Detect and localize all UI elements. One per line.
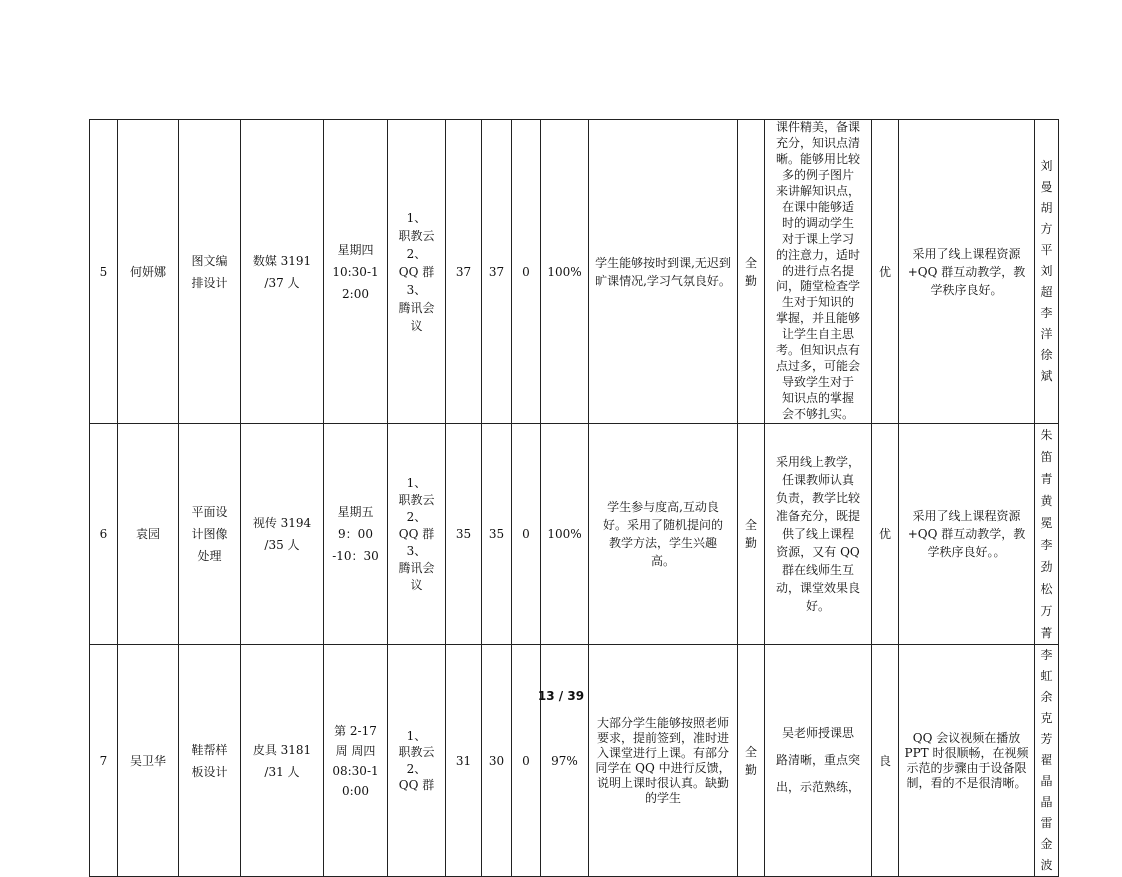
class-size: 皮具 3181 /31 人 [241,645,324,877]
row-number: 5 [90,120,118,424]
absent-count: 0 [512,424,541,645]
student-status: 学生能够按时到课,无迟到旷课情况,学习气氛良好。 [589,120,738,424]
should-attend: 37 [446,120,482,424]
teacher-attendance: 全 勤 [738,645,765,877]
course-name: 平面设 计图像 处理 [179,424,241,645]
class-time: 第 2-17 周 周四 08:30-1 0:00 [324,645,388,877]
actual-attend: 35 [482,424,512,645]
remark: QQ 会议视频在播放 PPT 时很顺畅，在视频示范的步骤由于设备限制，看的不是很清晰。 [899,645,1035,877]
course-name: 鞋帮样 板设计 [179,645,241,877]
attendance-rate: 100% [541,120,589,424]
teacher-name: 袁园 [118,424,179,645]
supervisors: 刘曼 胡方平 刘超 李洋 徐斌 [1035,120,1059,424]
table-row [90,120,1059,424]
remark: 采用了线上课程资源+QQ 群互动教学，教学秩序良好。。 [899,424,1035,645]
row-number: 6 [90,424,118,645]
student-status: 大部分学生能够按照老师要求，提前签到，准时进入课堂进行上课。有部分同学在 QQ 中进行反馈，说明上课时很认真。缺勤的学生 [589,645,738,877]
teaching-platform: 1、 职教云 2、 QQ 群 3、 腾讯会 议 [388,120,446,424]
grade: 优 [872,120,899,424]
actual-attend: 37 [482,120,512,424]
class-time: 星期四 10:30-1 2:00 [324,120,388,424]
teacher-name: 吴卫华 [118,645,179,877]
teaching-platform: 1、 职教云 2、 QQ 群 3、 腾讯会 议 [388,424,446,645]
teaching-comment: 课件精美，备课 充分，知识点清 晰。能够用比较 多的例子图片 来讲解知识点， 在课中能够适 时的调动学生 对于课上学习 的注意力，适时 的进行点名提 问，随堂检查学 生对于知识的 掌握，并且能够 让学生自主思 考。但知识点有 点过多，可能会 导致学生对于 知识点的掌握 会不够扎实。 [765,120,872,424]
evaluation-table [89,119,1059,877]
should-attend: 31 [446,645,482,877]
table-row [90,424,1059,645]
page-number: 13 / 39 [537,689,585,703]
attendance-rate: 97% [541,645,589,877]
class-size: 数媒 3191 /37 人 [241,120,324,424]
actual-attend: 30 [482,645,512,877]
remark: 采用了线上课程资源+QQ 群互动教学，教学秩序良好。 [899,120,1035,424]
attendance-rate: 100% [541,424,589,645]
teaching-platform: 1、 职教云 2、 QQ 群 [388,645,446,877]
course-name: 图文编 排设计 [179,120,241,424]
table-row [90,645,1059,877]
class-size: 视传 3194 /35 人 [241,424,324,645]
teacher-attendance: 全 勤 [738,120,765,424]
teaching-comment: 吴老师授课思 路清晰，重点突 出，示范熟练， [765,645,872,877]
should-attend: 35 [446,424,482,645]
teacher-name: 何妍娜 [118,120,179,424]
supervisors: 朱笛青 黄冕 李劲松 万菁 [1035,424,1059,645]
grade: 良 [872,645,899,877]
teaching-comment: 采用线上教学， 任课教师认真 负责，教学比较 准备充分，既提 供了线上课程 资源，又有 QQ 群在线师生互 动，课堂效果良 好。 [765,424,872,645]
absent-count: 0 [512,120,541,424]
student-status: 学生参与度高,互动良 好。采用了随机提问的 教学方法，学生兴趣 高。 [589,424,738,645]
grade: 优 [872,424,899,645]
row-number: 7 [90,645,118,877]
supervisors: 李虹 余克芳 翟晶晶 雷金波 [1035,645,1059,877]
teacher-attendance: 全 勤 [738,424,765,645]
absent-count: 0 [512,645,541,877]
class-time: 星期五 9：00 -10：30 [324,424,388,645]
